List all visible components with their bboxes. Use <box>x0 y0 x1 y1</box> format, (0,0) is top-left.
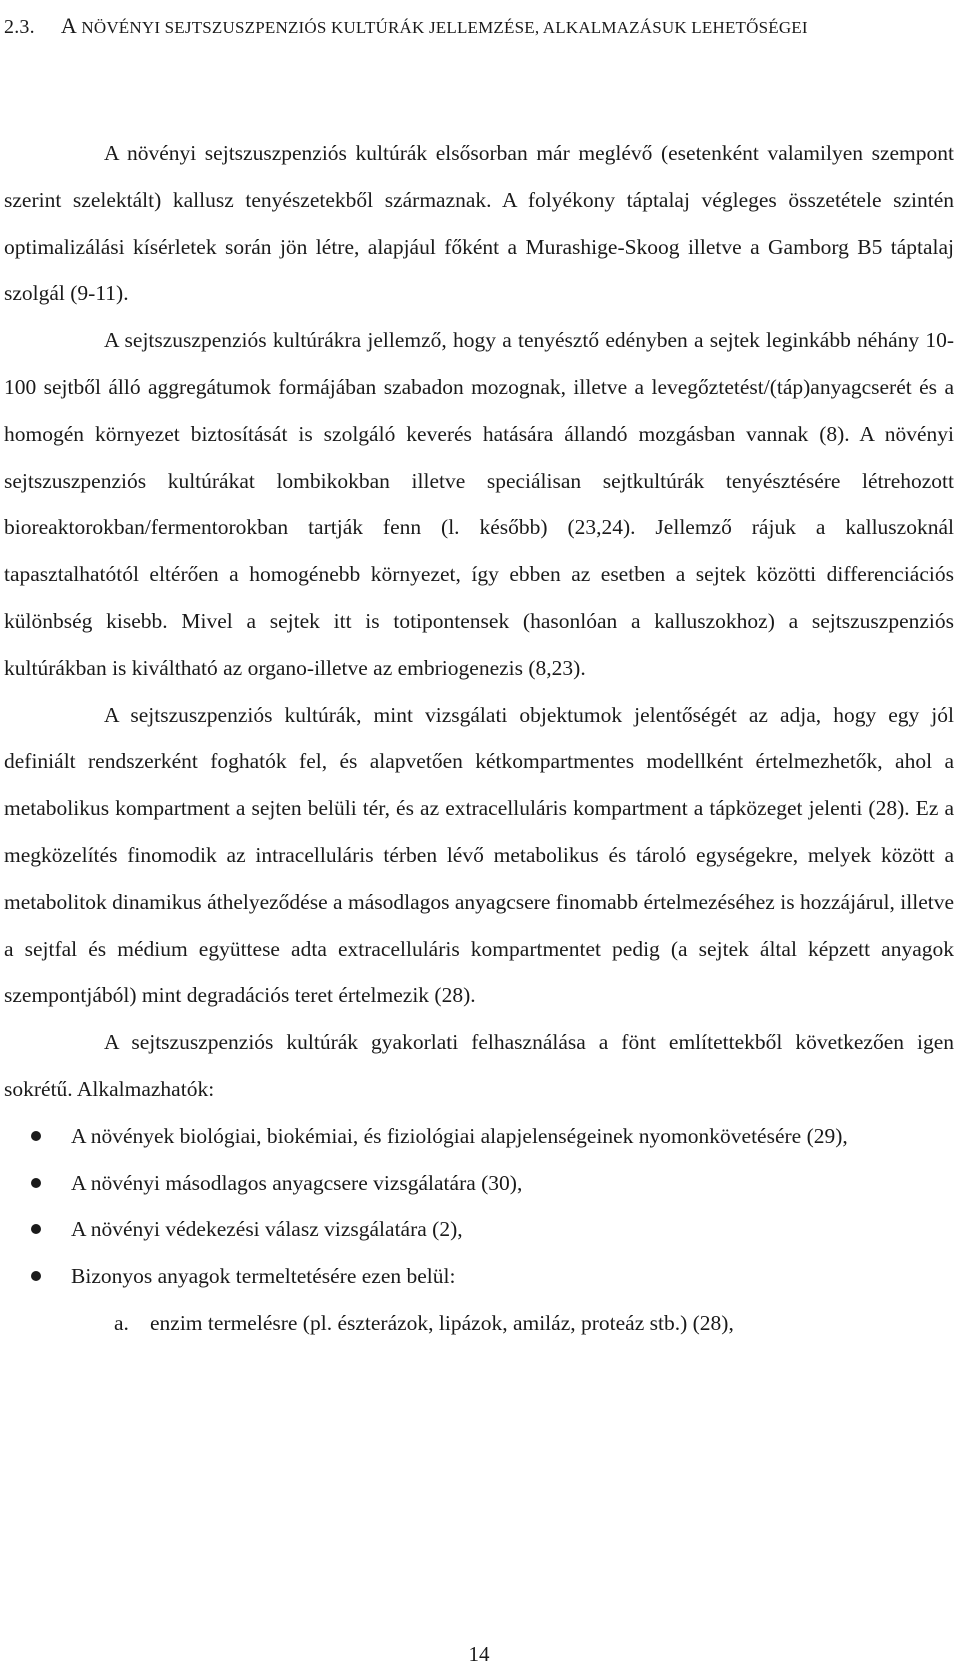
section-title-initial: A <box>60 13 77 38</box>
list-item-text: A növények biológiai, biokémiai, és fiziológiai alapjelenségeinek nyomonkövetésére (29), <box>71 1123 848 1148</box>
section-heading <box>4 4 954 50</box>
list-item <box>4 1206 954 1253</box>
section-title: NÖVÉNYI SEJTSZUSZPENZIÓS KULTÚRÁK JELLEMZÉSE, ALKALMAZÁSUK LEHETŐSÉGEI <box>81 18 808 37</box>
list-item <box>4 1253 954 1300</box>
bullet-list <box>4 1113 954 1300</box>
list-item-text: Bizonyos anyagok termeltetésére ezen belül: <box>71 1264 456 1289</box>
sub-list-text: enzim termelésre (pl. észterázok, lipázok, amiláz, proteáz stb.) (28), <box>150 1310 734 1335</box>
bullet-icon <box>31 1131 41 1141</box>
section-number: 2.3. <box>4 16 35 38</box>
sub-list <box>4 1300 954 1347</box>
document-page <box>4 0 954 1675</box>
list-item-text: A növényi védekezési válasz vizsgálatára (2), <box>71 1217 463 1242</box>
paragraph: A sejtszuszpenziós kultúrák gyakorlati felhasználása a fönt említettekből következően igen sokrétű. Alkalmazhatók: <box>4 1030 954 1101</box>
bullet-icon <box>31 1178 41 1188</box>
list-item <box>4 1113 954 1160</box>
sub-list-item <box>4 1300 954 1347</box>
body-text <box>4 130 954 1347</box>
page-number: 14 <box>468 1642 490 1666</box>
list-item <box>4 1160 954 1207</box>
list-item-text: A növényi másodlagos anyagcsere vizsgálatára (30), <box>71 1170 523 1195</box>
sub-list-marker: a. <box>114 1310 129 1335</box>
paragraph: A sejtszuszpenziós kultúrák, mint vizsgálati objektumok jelentőségét az adja, hogy egy jól definiált rendszerként foghatók fel, és alapvetően kétkompartmentes modellként értelmezhetők, ahol a metabolikus kompartment a sejten belüli tér, és az extracelluláris kompartment a tápközeget jelenti (28). Ez a megközelítés finomodik az intracelluláris térben lévő metabolikus és tároló egységekre, melyek között a metabolitok dinamikus áthelyeződése a másodlagos anyagcsere finomabb értelmezéséhez is hozzájárul, illetve a sejtfal és médium együttese adta extracelluláris kompartmentet pedig (a sejtek által képzett anyagok szempontjából) mint degradációs teret értelmezik (28). <box>4 702 954 1008</box>
paragraph: A sejtszuszpenziós kultúrákra jellemző, hogy a tenyésztő edényben a sejtek leginkább néhány 10-100 sejtből álló aggregátumok formájában szabadon mozognak, illetve a levegőztetést/(táp)anyagcserét és a homogén környezet biztosítását is szolgáló keverés hatására állandó mozgásban vannak (8). A növényi sejtszuszpenziós kultúrákat lombikokban illetve speciálisan sejtkultúrák tenyésztésére létrehozott bioreaktorokban/fermentorokban tartják fenn (l. később) (23,24). Jellemző rájuk a kalluszoknál tapasztalhatótól eltérően a homogénebb környezet, így ebben az esetben a sejtek közötti differenciációs különbség kisebb. Mivel a sejtek itt is totipontensek (hasonlóan a kalluszokhoz) a sejtszuszpenziós kultúrákban is kiváltható az organo-illetve az embriogenezis (8,23). <box>4 328 954 680</box>
bullet-icon <box>31 1224 41 1234</box>
paragraph: A növényi sejtszuszpenziós kultúrák elsősorban már meglévő (esetenként valamilyen szempont szerint szelektált) kallusz tenyészetekből származnak. A folyékony táptalaj végleges összetétele szintén optimalizálási kísérletek során jön létre, alapjául főként a Murashige-Skoog illetve a Gamborg B5 táptalaj szolgál (9-11). <box>4 141 954 306</box>
bullet-icon <box>31 1271 41 1281</box>
